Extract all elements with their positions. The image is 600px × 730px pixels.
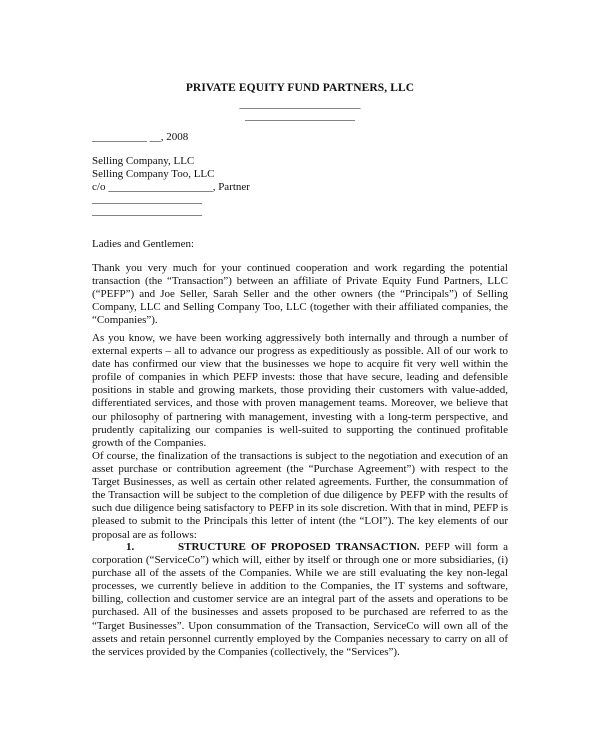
body-paragraph: Of course, the finalization of the transactions is subject to the negotiation and execution of an asset purchase or contribution agreement (the “Purchase Agreement”) with respect to the Target Businesses, as well as certain other related agreements. Further, the consummation of the Transaction will be subject to the completion of due diligence by PEFP with the results of such due diligence being satisfactory to PEFP in its sole discretion. With that in mind, PEFP is pleased to submit to the Principals this letter of intent (the “LOI”). The key elements of our proposal are as follows:: [92, 450, 508, 541]
recipient-line: Selling Company, LLC: [92, 155, 195, 167]
section-number: 1.: [126, 541, 135, 553]
section-body: PEFP will form a corporation (“ServiceCo”) which will, either by itself or through one or more subsidiaries, (i) purchase all of the assets of the Companies. While we are still evaluating the key non-legal processes, we currently believe in addition to the Companies, the IT systems and software, billing, collection and customer service are an integral part of the assets and operations to be purchased. All of the businesses and assets proposed to be purchased are referred to as the “Target Businesses”. Upon consummation of the Transaction, ServiceCo will own all of the assets and retain personnel currently employed by the Companies necessary to carry on all of the services provided by the Companies (collectively, the “Services”).: [92, 541, 509, 658]
section-structure: [92, 541, 508, 659]
recipient-line: ____________________: [92, 205, 202, 217]
recipient-line: c/o ___________________, Partner: [92, 181, 250, 193]
recipient-line: ____________________: [92, 193, 202, 205]
letter-date: __________ __, 2008: [92, 131, 189, 143]
section-heading: STRUCTURE OF PROPOSED TRANSACTION.: [178, 541, 420, 553]
address-line: ______________________: [239, 98, 361, 110]
salutation: Ladies and Gentlemen:: [92, 238, 195, 250]
body-paragraph: Thank you very much for your continued cooperation and work regarding the potential transaction (the “Transaction”) between an affiliate of Private Equity Fund Partners, LLC (“PEFP”) and Joe Seller, Sarah Seller and the other owners (the “Principals”) of Selling Company, LLC and Selling Company Too, LLC (together with their affiliated companies, the “Companies”).: [92, 262, 508, 327]
recipient-line: Selling Company Too, LLC: [92, 168, 215, 180]
letter-title: PRIVATE EQUITY FUND PARTNERS, LLC: [185, 82, 415, 94]
address-line: ____________________: [245, 110, 355, 122]
body-paragraph: As you know, we have been working aggressively both internally and through a number of external experts – all to advance our progress as expeditiously as possible. All of our work to date has confirmed our view that the businesses we hope to acquire fit very well within the profile of companies in which PEFP invests: those that have secure, leading and defensible positions in stable and growing markets, those providing their customers with value-added, differentiated services, and those with proven management teams. Moreover, we believe that our philosophy of partnering with management, investing with a long-term perspective, and prudently capitalizing our companies is well-suited to supporting the continued profitable growth of the Companies.: [92, 332, 508, 449]
